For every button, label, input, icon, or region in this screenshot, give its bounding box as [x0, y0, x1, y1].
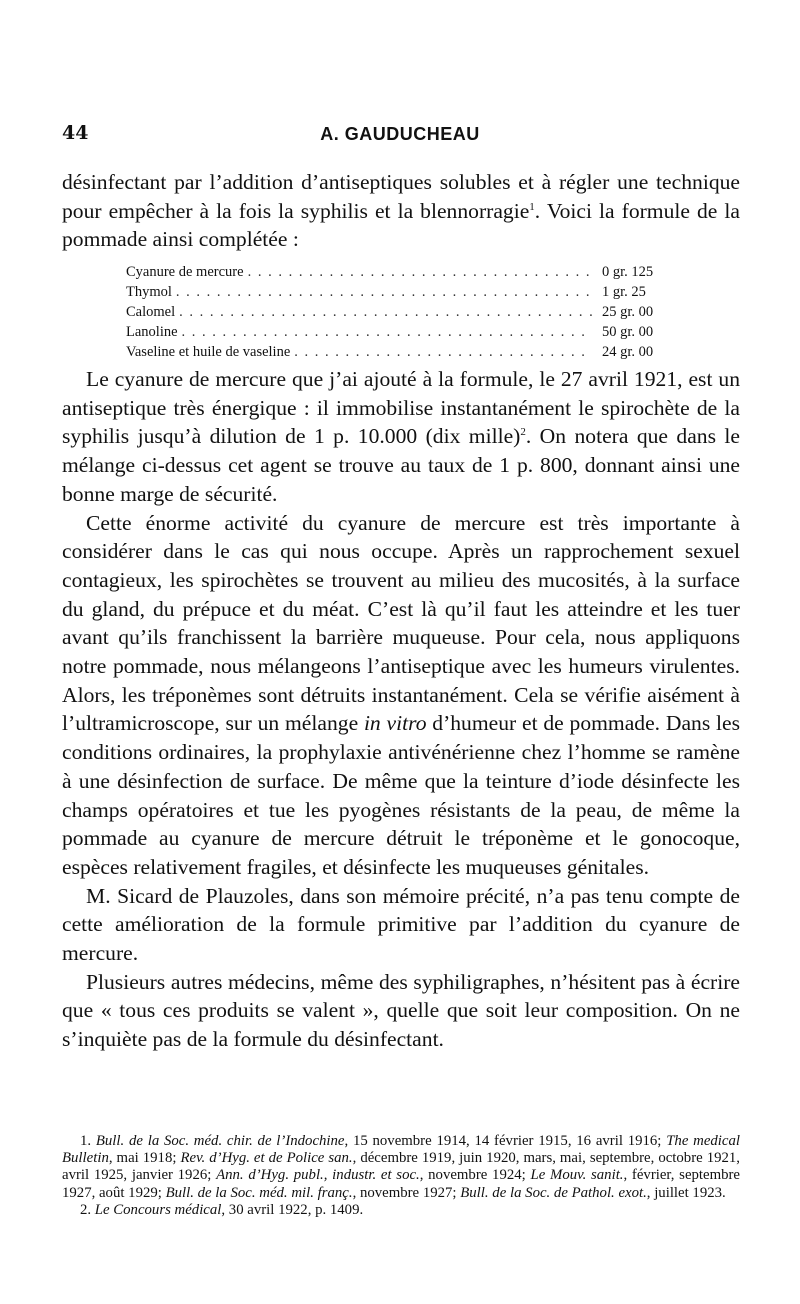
leader-dots	[248, 262, 592, 282]
source-title: Rev. d’Hyg. et de Police san.	[180, 1150, 353, 1167]
footnotes	[62, 1133, 740, 1219]
formula-row	[126, 342, 686, 362]
paragraph-text: d’humeur et de pommade. Dans les conditions ordinaires, la prophylaxie antivénérienne chez l’homme se ramène à une désinfection de surface. De même que la teinture d’iode désinfecte les champs opératoires et tue les pyogènes résistants de la peau, de même la pommade au cyanure de mercure détruit le tréponème et le gonocoque, espèces relativement fragiles, et désinfecte les muqueuses génitales.	[62, 711, 740, 879]
ingredient-quantity: 50 gr. 00	[602, 324, 654, 340]
leader-dots	[176, 282, 592, 302]
footnote-ref-1: 1	[529, 200, 535, 213]
paragraph-activite	[62, 509, 740, 882]
ingredient-name: Thymol	[126, 284, 172, 300]
page-number: 44	[62, 122, 89, 144]
ingredient-name: Cyanure de mercure	[126, 264, 244, 280]
paragraph-text: Le cyanure de mercure que j’ai ajouté à la formule, le 27 avril 1921, est un antiseptique très énergique : il immobilise instantanément le spirochète de la syphilis jusqu’à dilution de 1 p. 10.000 (dix mille)	[62, 367, 740, 449]
ingredient-quantity: 25 gr. 00	[602, 304, 654, 320]
source-title: Bull. de la Soc. méd. chir. de l’Indochine	[95, 1133, 345, 1149]
paragraph-text: Cette énorme activité du cyanure de mercure est très importante à considérer dans le cas qui nous occupe. Après un rapprochement sexuel contagieux, les spirochètes se trouvent au milieu des mucosités, à la surface du gland, du prépuce et du méat. C’est là qu’il faut les atteindre et les tuer avant qu’ils franchissent la barrière muqueuse. Pour cela, nous appliquons notre pommade, nous mélangeons l’antiseptique avec les humeurs virulentes. Alors, les tréponèmes sont détruits instantanément. Cela se vérifie aisément à l’ultramicroscope, sur un mélange	[62, 510, 740, 736]
source-title: The medical Bulletin	[62, 1133, 740, 1167]
ingredient-quantity: 1 gr. 25	[602, 284, 646, 300]
source-title: Bull. de la Soc. de Pathol. exot.	[460, 1184, 647, 1201]
footnote-number: 1.	[80, 1133, 96, 1149]
footnote-number: 2.	[80, 1201, 95, 1218]
ingredient-quantity: 0 gr. 125	[602, 264, 654, 280]
footnote-text: , 30 avril 1922, p. 1409.	[221, 1201, 364, 1218]
paragraph-sicard: M. Sicard de Plauzoles, dans son mémoire précité, n’a pas tenu compte de cette amélioration de la formule primitive par l’addition du cyanure de mercure.	[62, 883, 740, 966]
footnote-1	[62, 1133, 740, 1202]
paragraph-text: . On notera que dans le mélange ci-dessus cet agent se trouve au taux de 1 p. 800, donnant ainsi une bonne marge de sécurité.	[62, 424, 741, 506]
source-title: Ann. d’Hyg. publ., industr. et soc.	[216, 1167, 420, 1184]
intro-paragraph	[62, 168, 740, 254]
running-head-author: A. GAUDUCHEAU	[320, 124, 480, 144]
leader-dots	[294, 342, 592, 362]
footnote-text: , novembre 1924;	[419, 1167, 531, 1184]
footnote-text: , mai 1918;	[108, 1150, 181, 1167]
italic-phrase: in vitro	[363, 711, 427, 736]
formula-table	[126, 262, 686, 362]
leader-dots	[182, 322, 592, 342]
footnote-text: , novembre 1927;	[352, 1184, 461, 1201]
source-title: Le Mouv. sanit.	[530, 1167, 624, 1184]
intro-text: désinfectant par l’addition d’antiseptiques solubles et à régler une technique pour empêcher à la fois la syphilis et la blennorragie	[62, 170, 740, 223]
intro-text-end: . Voici la formule de la pommade ainsi complétée :	[62, 198, 740, 252]
formula-row	[126, 302, 686, 322]
main-text	[62, 365, 740, 1054]
paragraph-cyanure	[62, 365, 740, 509]
footnote-2	[62, 1202, 740, 1219]
ingredient-name: Vaseline et huile de vaseline	[126, 344, 291, 360]
ingredient-quantity: 24 gr. 00	[602, 344, 654, 360]
footnote-text: , décembre 1919, juin 1920, mars, mai, septembre, octobre 1921, avril 1925, janvier 1926;	[62, 1150, 740, 1184]
source-title: Le Concours médical	[94, 1201, 222, 1218]
footnote-text: , février, septembre 1927, août 1929;	[62, 1167, 740, 1201]
formula-row	[126, 322, 686, 342]
paragraph-medecins: Plusieurs autres médecins, même des syphiligraphes, n’hésitent pas à écrire que « tous ces produits se valent », quelle que soit leur composition. On ne s’inquiète pas de la formule du désinfectant.	[62, 969, 740, 1052]
footnote-ref-2: 2	[520, 426, 526, 439]
footnote-text: , juillet 1923.	[646, 1184, 726, 1201]
footnote-text: , 15 novembre 1914, 14 février 1915, 16 avril 1916;	[344, 1133, 667, 1149]
formula-row	[126, 282, 686, 302]
ingredient-name: Calomel	[126, 304, 176, 320]
leader-dots	[179, 302, 592, 322]
page-header	[62, 122, 738, 152]
source-title: Bull. de la Soc. méd. mil. franç.	[165, 1184, 353, 1201]
formula-row	[126, 262, 686, 282]
ingredient-name: Lanoline	[126, 324, 178, 340]
